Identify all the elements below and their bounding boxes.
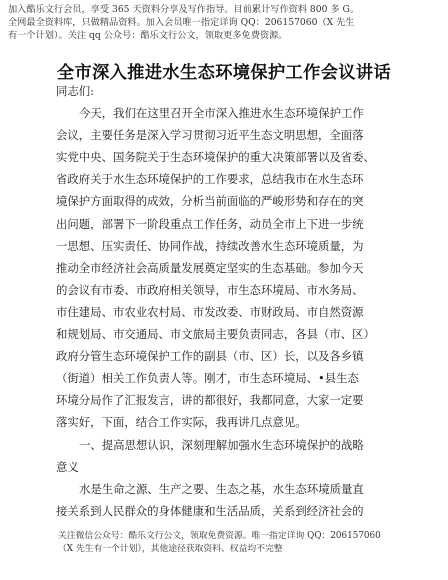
body-line: 今天，我们在这里召开全市深入推进水生态环境保护工作 xyxy=(79,106,364,121)
document-title: 全市深入推进水生态环境保护工作会议讲话 xyxy=(56,63,392,83)
body-line: 和规划局、市交通局、市文旅局主要负责同志，各县（市、区） xyxy=(56,327,375,342)
body-line: 一思想、压实责任、协同作战，持续改善水生态环境质量，为 xyxy=(56,238,364,253)
body-line: 政府分管生态环境保护工作的副县（市、区）长，以及各乡镇 xyxy=(56,349,364,364)
header-note-line-2: 全网最全资料库，只做精品资料。加入会员唯一指定详询 QQ：206157060（X 先生 xyxy=(8,17,355,28)
body-line: 境保护方面取得的成效，分析当前面临的严峻形势和存在的突 xyxy=(56,194,364,209)
section-heading-line: 一、提高思想认识，深刻理解加强水生态环境保护的战略 xyxy=(79,437,364,452)
footer-note-line-1: 关注微信公众号：酷乐文行公文，领取免费资源。唯一指定详询 QQ：206157060 xyxy=(58,531,381,541)
body-line: 落实好，下面，结合工作实际，我再讲几点意见。 xyxy=(56,415,307,430)
section-heading-line: 意义 xyxy=(56,459,79,474)
header-note-line-3: 有一个计划）。关注 qq 公众号：酷乐文行公文，领取更多免费资源。 xyxy=(8,30,288,41)
header-note-line-1: 加入酷乐文行会员，享受 365 天资料分享及写作指导。目前累计写作资料 800 多 G。 xyxy=(8,4,360,15)
footer-promo-note xyxy=(58,530,388,555)
body-line: 环境分局作了汇报发言，讲的都很好，我都同意，大家一定要 xyxy=(56,393,364,408)
body-line: 市住建局、市农业农村局、市发改委、市财政局、市自然资源 xyxy=(56,304,364,319)
body-line: 出问题，部署下一阶段重点工作任务，动员全市上下进一步统 xyxy=(56,216,364,231)
body-line: 省政府关于水生态环境保护的工作要求，总结我市在水生态环 xyxy=(56,172,364,187)
document-body xyxy=(56,80,386,522)
body-line: 实党中央、国务院关于生态环境保护的重大决策部署以及省委、 xyxy=(56,150,375,165)
body-line: 推动全市经济社会高质量发展奠定坚实的生态基础。参加今天 xyxy=(56,260,364,275)
body-line: 接关系到人民群众的身体健康和生活品质，关系到经济社会的 xyxy=(56,503,364,518)
footer-note-line-2: （X 先生有一个计划），其他途径获取资料、权益均不完整 xyxy=(58,543,283,554)
body-line: （街道）相关工作负责人等。刚才，市生态环境局、•县生态 xyxy=(56,371,359,386)
header-promo-note xyxy=(8,3,438,42)
body-line: 的会议有市委、市政府相关领导，市生态环境局、市水务局、 xyxy=(56,282,364,297)
salutation: 同志们: xyxy=(56,84,95,98)
body-line: 水是生命之源、生产之要、生态之基，水生态环境质量直 xyxy=(79,481,364,496)
body-line: 会议，主要任务是深入学习贯彻习近平生态文明思想，全面落 xyxy=(56,128,364,143)
